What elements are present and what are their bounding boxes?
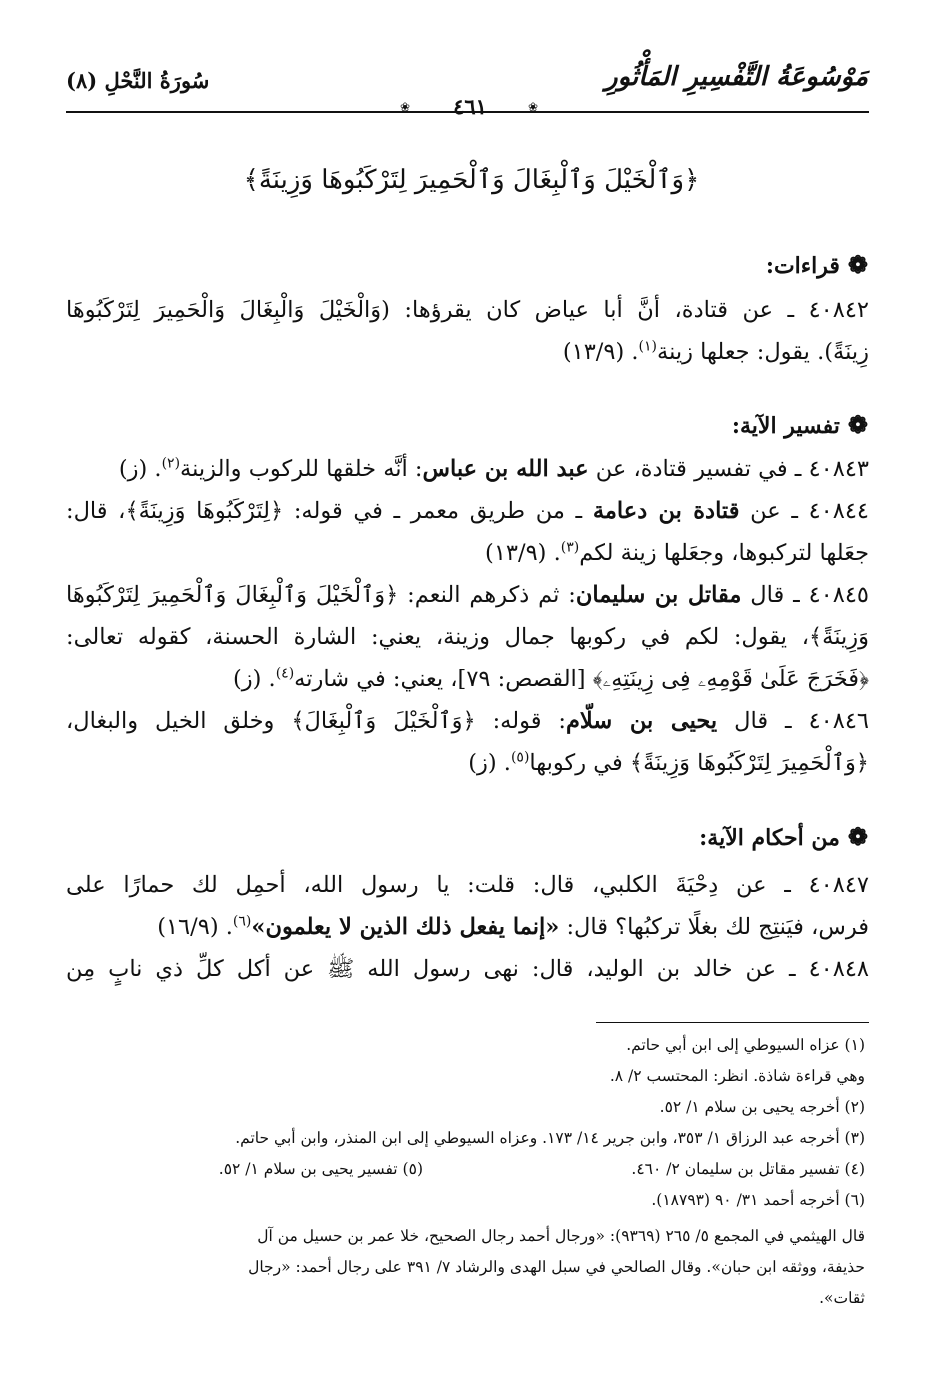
narrator-name: قتادة بن دعامة: [592, 498, 740, 524]
flower-ornament-icon: ❁: [847, 822, 868, 851]
entry-40846: [66, 700, 869, 742]
page-number-ornament-left: ❀: [400, 100, 411, 114]
entry-40848: ٤٠٨٤٨ ـ عن خالد بن الوليد، قال: نهى رسول الله ﷺ عن أكل كلِّ ذي نابٍ مِن: [66, 956, 869, 982]
footnote-ref: (١): [638, 338, 658, 355]
entries-tafsir: [66, 448, 869, 784]
section-heading-ahkam: [699, 822, 868, 851]
narrator-name: عبد الله بن عباس: [422, 456, 589, 482]
footnote-ref: (٦): [232, 913, 252, 930]
footnote-ref: (٢): [161, 455, 181, 472]
page-number-ornament-right: ❀: [528, 100, 539, 114]
narrator-name: مقاتل بن سليمان: [575, 582, 742, 608]
footnote-6-cont: حذيفة، ووثقه ابن حبان». وقال الصالحي في سبل الهدى والرشاد ٧/ ٣٩١ على رجال أحمد: «رجال: [248, 1258, 865, 1276]
entry-40842: [66, 289, 869, 373]
entry-text: فرس، فيَنتِج لك بغلًا تركبُها؟ قال:: [566, 914, 869, 940]
volume-ref: . (ز): [468, 750, 511, 776]
verse-heading: ﴿وَٱلْخَيْلَ وَٱلْبِغَالَ وَٱلْحَمِيرَ لِتَرْكَبُوهَا وَزِينَةً﴾: [243, 165, 700, 195]
section-title: قراءات:: [765, 253, 840, 279]
entry-text: ﴿وَٱلْحَمِيرَ لِتَرْكَبُوهَا وَزِينَةً﴾ في ركوبها: [529, 750, 869, 776]
footnote-4: (٤) تفسير مقاتل بن سليمان ٢/ ٤٦٠.: [631, 1160, 865, 1178]
footnote-1-cont: وهي قراءة شاذة. انظر: المحتسب ٢/ ٨.: [609, 1067, 865, 1085]
entry-text: ٤٠٨٤٦ ـ قال: [734, 708, 869, 734]
narrator-name: يحيى بن سلّام: [566, 708, 718, 734]
footnote-6-cont: قال الهيثمي في المجمع ٥/ ٢٦٥ (٩٣٦٩): «ورجال أحمد رجال الصحيح، خلا عمر بن حسيل من آل: [257, 1227, 865, 1245]
series-title: مَوْسُوعَةُ التَّفْسِيرِ المَأْثُورِ: [605, 62, 868, 92]
entry-text: : أنَّه خلقها للركوب والزينة: [180, 456, 423, 482]
footnote-ref: (٣): [560, 539, 580, 556]
volume-ref: . (١٦/٩): [157, 914, 233, 940]
section-heading-readings: [766, 250, 868, 279]
entry-line: وَزِينَةً﴾، يقول: لكم في ركوبها جمال وزينة، يعني: الشارة الحسنة، كقوله تعالى:: [66, 624, 869, 650]
footnote-ref: (٤): [275, 665, 295, 682]
section-heading-tafsir: [732, 410, 868, 439]
flower-ornament-icon: ❁: [847, 250, 868, 279]
footnote-ref: (٥): [510, 749, 530, 766]
surah-label: سُورَةُ النَّحْلِ (٨): [66, 68, 210, 93]
footnote-6-cont: ثقات».: [819, 1289, 865, 1307]
entry-text: ٤٠٨٤٣ ـ في تفسير قتادة، عن: [595, 456, 869, 482]
footnote-3: (٣) أخرجه عبد الرزاق ١/ ٣٥٣، وابن جرير ١٤/ ١٧٣. وعزاه السيوطي إلى ابن المنذر، وابن أبي حاتم.: [235, 1129, 865, 1147]
footnote-5: (٥) تفسير يحيى بن سلام ١/ ٥٢.: [218, 1160, 423, 1178]
volume-ref: . (١٣/٩): [485, 540, 561, 566]
footnote-2: (٢) أخرجه يحيى بن سلام ١/ ٥٢.: [659, 1098, 865, 1116]
entry-40843: [66, 448, 869, 490]
entry-text: ٤٠٨٤٤ ـ عن: [750, 498, 869, 524]
entry-text: ﴿فَخَرَجَ عَلَىٰ قَوْمِهِۦ فِى زِينَتِهِۦ﴾ [القصص: ٧٩]، يعني: في شارته: [294, 666, 869, 692]
footnote-6: (٦) أخرجه أحمد ٣١/ ٩٠ (١٨٧٩٣).: [651, 1191, 865, 1209]
volume-ref: . (١٣/٩): [562, 339, 639, 365]
page-number: ٤٦١: [453, 94, 487, 119]
entry-text: ـ من طريق معمر ـ في قوله: ﴿لِتَرْكَبُوهَا وَزِينَةً﴾، قال:: [66, 498, 583, 524]
header-rule: [66, 111, 869, 113]
entry-40847: ٤٠٨٤٧ ـ عن دِحْيَةَ الكلبي، قال: قلت: يا رسول الله، أحمِل لك حمارًا على: [66, 872, 869, 898]
footnote-1: (١) عزاه السيوطي إلى ابن أبي حاتم.: [626, 1036, 865, 1054]
entry-40844: [66, 490, 869, 532]
volume-ref: . (ز): [118, 456, 162, 482]
footnote-rule: [596, 1022, 869, 1023]
entry-40845: [66, 574, 869, 616]
entry-text: ٤٠٨٤٥ ـ قال: [750, 582, 869, 608]
entry-line: ٤٠٨٤٢ ـ عن قتادة، أنَّ أبا عياض كان يقرؤها: (وَالْخَيْلَ وَالْبِغَالَ وَالْحَمِيرَ لِتَرْكَبُوهَا: [66, 297, 869, 323]
hadith-quote: «إنما يفعل ذلك الذين لا يعلمون»: [251, 914, 560, 940]
section-title: تفسير الآية:: [731, 413, 840, 439]
entry-text: زِينَةً). يقول: جعلها زينة: [657, 339, 869, 365]
section-title: من أحكام الآية:: [699, 825, 840, 851]
entry-text: جعَلها لتركبوها، وجعَلها زينة لكم: [579, 540, 869, 566]
entry-text: : قوله: ﴿وَٱلْخَيْلَ وَٱلْبِغَالَ﴾ وخلق الخيل والبغال،: [66, 708, 566, 734]
entry-text: : ثم ذكرهم النعم: ﴿وَٱلْخَيْلَ وَٱلْبِغَالَ وَٱلْحَمِيرَ لِتَرْكَبُوهَا: [66, 582, 576, 608]
entries-ahkam: [66, 864, 869, 990]
flower-ornament-icon: ❁: [847, 410, 868, 439]
volume-ref: . (ز): [232, 666, 276, 692]
